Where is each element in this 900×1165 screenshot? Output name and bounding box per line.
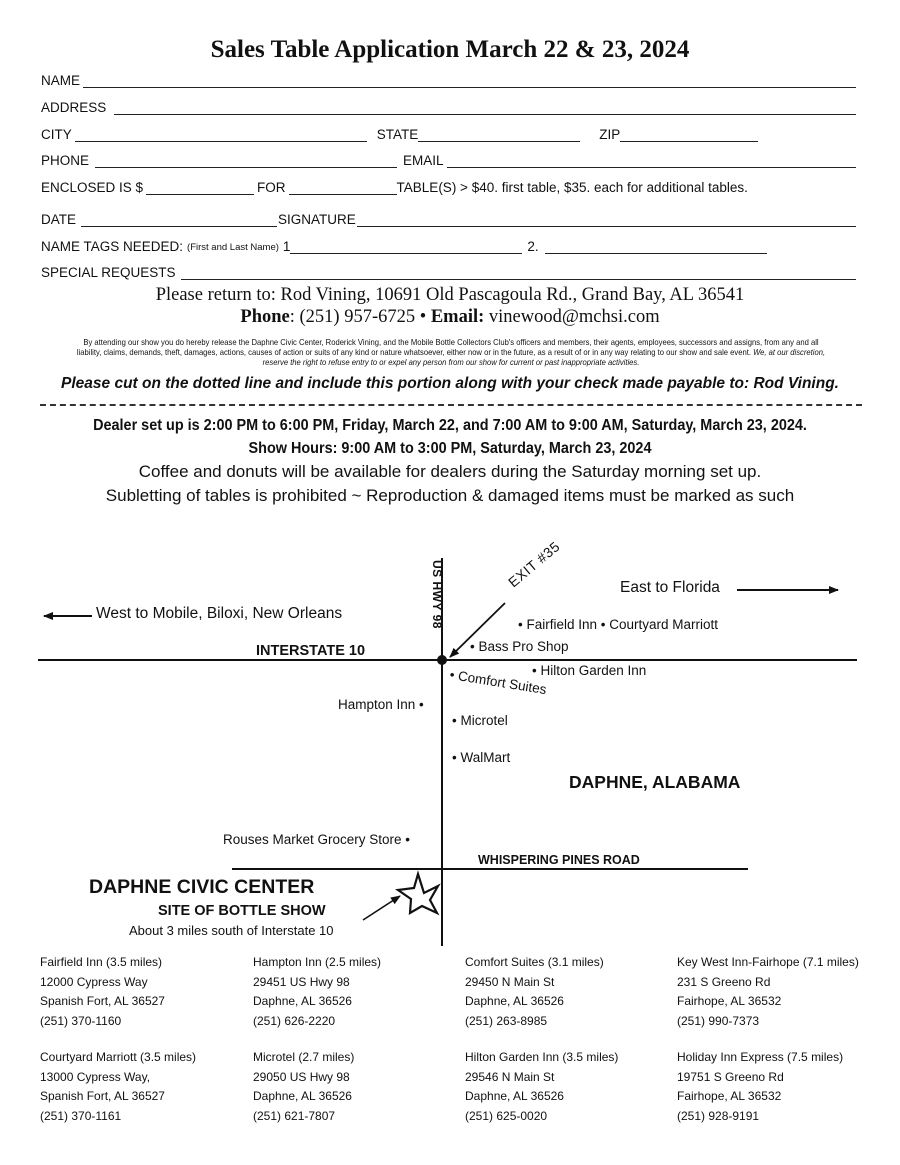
enclosed-label: ENCLOSED IS $ [41, 180, 144, 195]
name-tag-1-label: 1 [282, 239, 291, 254]
hotel-name: Fairfield Inn (3.5 miles) [40, 955, 163, 969]
hotel-phone: (251) 263-8985 [465, 1013, 548, 1028]
name-label: NAME [41, 73, 81, 88]
hotel-city: Daphne, AL 36526 [253, 1089, 352, 1103]
name-tags-note: (First and Last Name) [187, 242, 279, 253]
name-tag-2-label: 2. [527, 239, 539, 254]
liability-text: By attending our show you do hereby release the Daphne Civic Center, Roderick Vining, and the Mobile Bottle Collectors Club's officers and members, their agents, employees, successors and assigns, from any and all liability, claims, demands, theft, damages, actions, causes of action or suits of any kind or nature whatsoever, either now or in the future, as a result of or in any way relating to our show and sale event. [76, 337, 819, 357]
special-requests-label: SPECIAL REQUESTS [41, 265, 176, 280]
for-label: FOR [257, 180, 286, 195]
hilton-label: • Hilton Garden Inn [532, 663, 647, 678]
hotel-card [253, 1048, 354, 1126]
date-label: DATE [41, 212, 77, 227]
exit-label: EXIT #35 [505, 538, 563, 591]
hotel-street: 29451 US Hwy 98 [253, 974, 350, 989]
hotel-city: Spanish Fort, AL 36527 [40, 1089, 165, 1103]
hotel-street: 12000 Cypress Way [40, 974, 148, 989]
hotel-phone: (251) 625-0020 [465, 1108, 548, 1123]
hampton-label: Hampton Inn • [338, 697, 424, 712]
hotel-name: Comfort Suites (3.1 miles) [465, 955, 604, 969]
civic-center-label: DAPHNE CIVIC CENTER [89, 876, 315, 898]
table-price-text: TABLE(S) > $40. first table, $35. each for additional tables. [396, 180, 748, 195]
hotel-name: Hilton Garden Inn (3.5 miles) [465, 1050, 619, 1064]
hotel-name: Hampton Inn (2.5 miles) [253, 955, 382, 969]
hotel-city: Daphne, AL 36526 [465, 1089, 564, 1103]
hotel-phone: (251) 626-2220 [253, 1013, 336, 1028]
hotel-name: Courtyard Marriott (3.5 miles) [40, 1050, 197, 1064]
name-tags-label: NAME TAGS NEEDED: [41, 239, 184, 254]
hotel-card [465, 1048, 618, 1126]
cut-note: Please cut on the dotted line and include this portion along with your check made payable to: Rod Vining. [61, 375, 839, 392]
page-title: Sales Table Application March 22 & 23, 2024 [210, 36, 690, 63]
site-label: SITE OF BOTTLE SHOW [158, 903, 326, 919]
hotel-name: Key West Inn-Fairhope (7.1 miles) [677, 955, 859, 969]
state-label: STATE [376, 127, 419, 142]
rouses-label: Rouses Market Grocery Store • [223, 832, 411, 847]
hotel-street: 29546 N Main St [465, 1069, 555, 1084]
hotel-phone: (251) 990-7373 [677, 1013, 760, 1028]
phone-value: : (251) 957-6725 • [289, 307, 431, 327]
hotel-street: 19751 S Greeno Rd [677, 1069, 784, 1084]
junction-dot [437, 655, 447, 665]
hotel-city: Daphne, AL 36526 [465, 994, 564, 1008]
hotel-name: Holiday Inn Express (7.5 miles) [677, 1050, 844, 1064]
hotel-phone: (251) 621-7807 [253, 1108, 336, 1123]
comfort-suites-label: • Comfort Suites [448, 667, 548, 698]
address-label: ADDRESS [41, 100, 107, 115]
hotel-card [677, 1048, 843, 1126]
microtel-label: • Microtel [452, 713, 508, 728]
hotel-card [677, 953, 859, 1031]
walmart-label: • WalMart [452, 750, 511, 765]
hotel-street: 13000 Cypress Way, [40, 1069, 151, 1084]
hotel-city: Fairhope, AL 36532 [677, 1089, 782, 1103]
phone-heading: Phone [240, 307, 290, 327]
city-label: CITY [41, 127, 72, 142]
hotel-city: Daphne, AL 36526 [253, 994, 352, 1008]
hotel-phone: (251) 370-1160 [40, 1013, 122, 1028]
hotel-city: Spanish Fort, AL 36527 [40, 994, 165, 1008]
interstate-label: INTERSTATE 10 [256, 643, 366, 659]
west-label: West to Mobile, Biloxi, New Orleans [96, 605, 343, 622]
liability-italic: We, at our discretion, reserve the right to refuse entry to or expel any person from our show for current or past inappropriate activities. [262, 347, 826, 367]
hotel-name: Microtel (2.7 miles) [253, 1050, 355, 1064]
hotel-phone: (251) 370-1161 [40, 1108, 122, 1123]
dealer-setup: Dealer set up is 2:00 PM to 6:00 PM, Friday, March 22, and 7:00 AM to 9:00 AM, Saturday, March 23, 2024. [93, 417, 807, 434]
email-label: EMAIL [403, 153, 444, 168]
highway-label: US HWY 98 [430, 560, 444, 629]
hotel-street: 29450 N Main St [465, 974, 555, 989]
hotel-city: Fairhope, AL 36532 [677, 994, 782, 1008]
zip-label: ZIP [599, 127, 621, 142]
civic-center-arrow [363, 896, 400, 920]
show-hours: Show Hours: 9:00 AM to 3:00 PM, Saturday, March 23, 2024 [248, 440, 652, 457]
hotel-phone: (251) 928-9191 [677, 1108, 760, 1123]
road-label: WHISPERING PINES ROAD [478, 853, 640, 867]
return-address: Please return to: Rod Vining, 10691 Old Pascagoula Rd., Grand Bay, AL 36541 [155, 285, 745, 305]
subletting-note: Subletting of tables is prohibited ~ Reproduction & damaged items must be marked as such [105, 486, 795, 505]
hotel-card [253, 953, 381, 1031]
hotel-street: 231 S Greeno Rd [677, 974, 771, 989]
city-label: DAPHNE, ALABAMA [569, 772, 741, 792]
hotel-street: 29050 US Hwy 98 [253, 1069, 350, 1084]
star-icon [398, 874, 438, 913]
coffee-note: Coffee and donuts will be available for dealers during the Saturday morning set up. [138, 462, 762, 481]
email-heading: Email: [430, 307, 485, 327]
bass-pro-label: • Bass Pro Shop [470, 639, 569, 654]
hotel-card [465, 953, 604, 1031]
signature-label: SIGNATURE [278, 212, 356, 227]
fairfield-courtyard-label: • Fairfield Inn • Courtyard Marriott [518, 617, 719, 632]
hotel-card [40, 953, 165, 1031]
east-label: East to Florida [620, 579, 720, 596]
distance-note: About 3 miles south of Interstate 10 [129, 923, 334, 938]
email-value: vinewood@mchsi.com [484, 307, 660, 327]
hotel-card [40, 1048, 196, 1126]
phone-label: PHONE [41, 153, 90, 168]
